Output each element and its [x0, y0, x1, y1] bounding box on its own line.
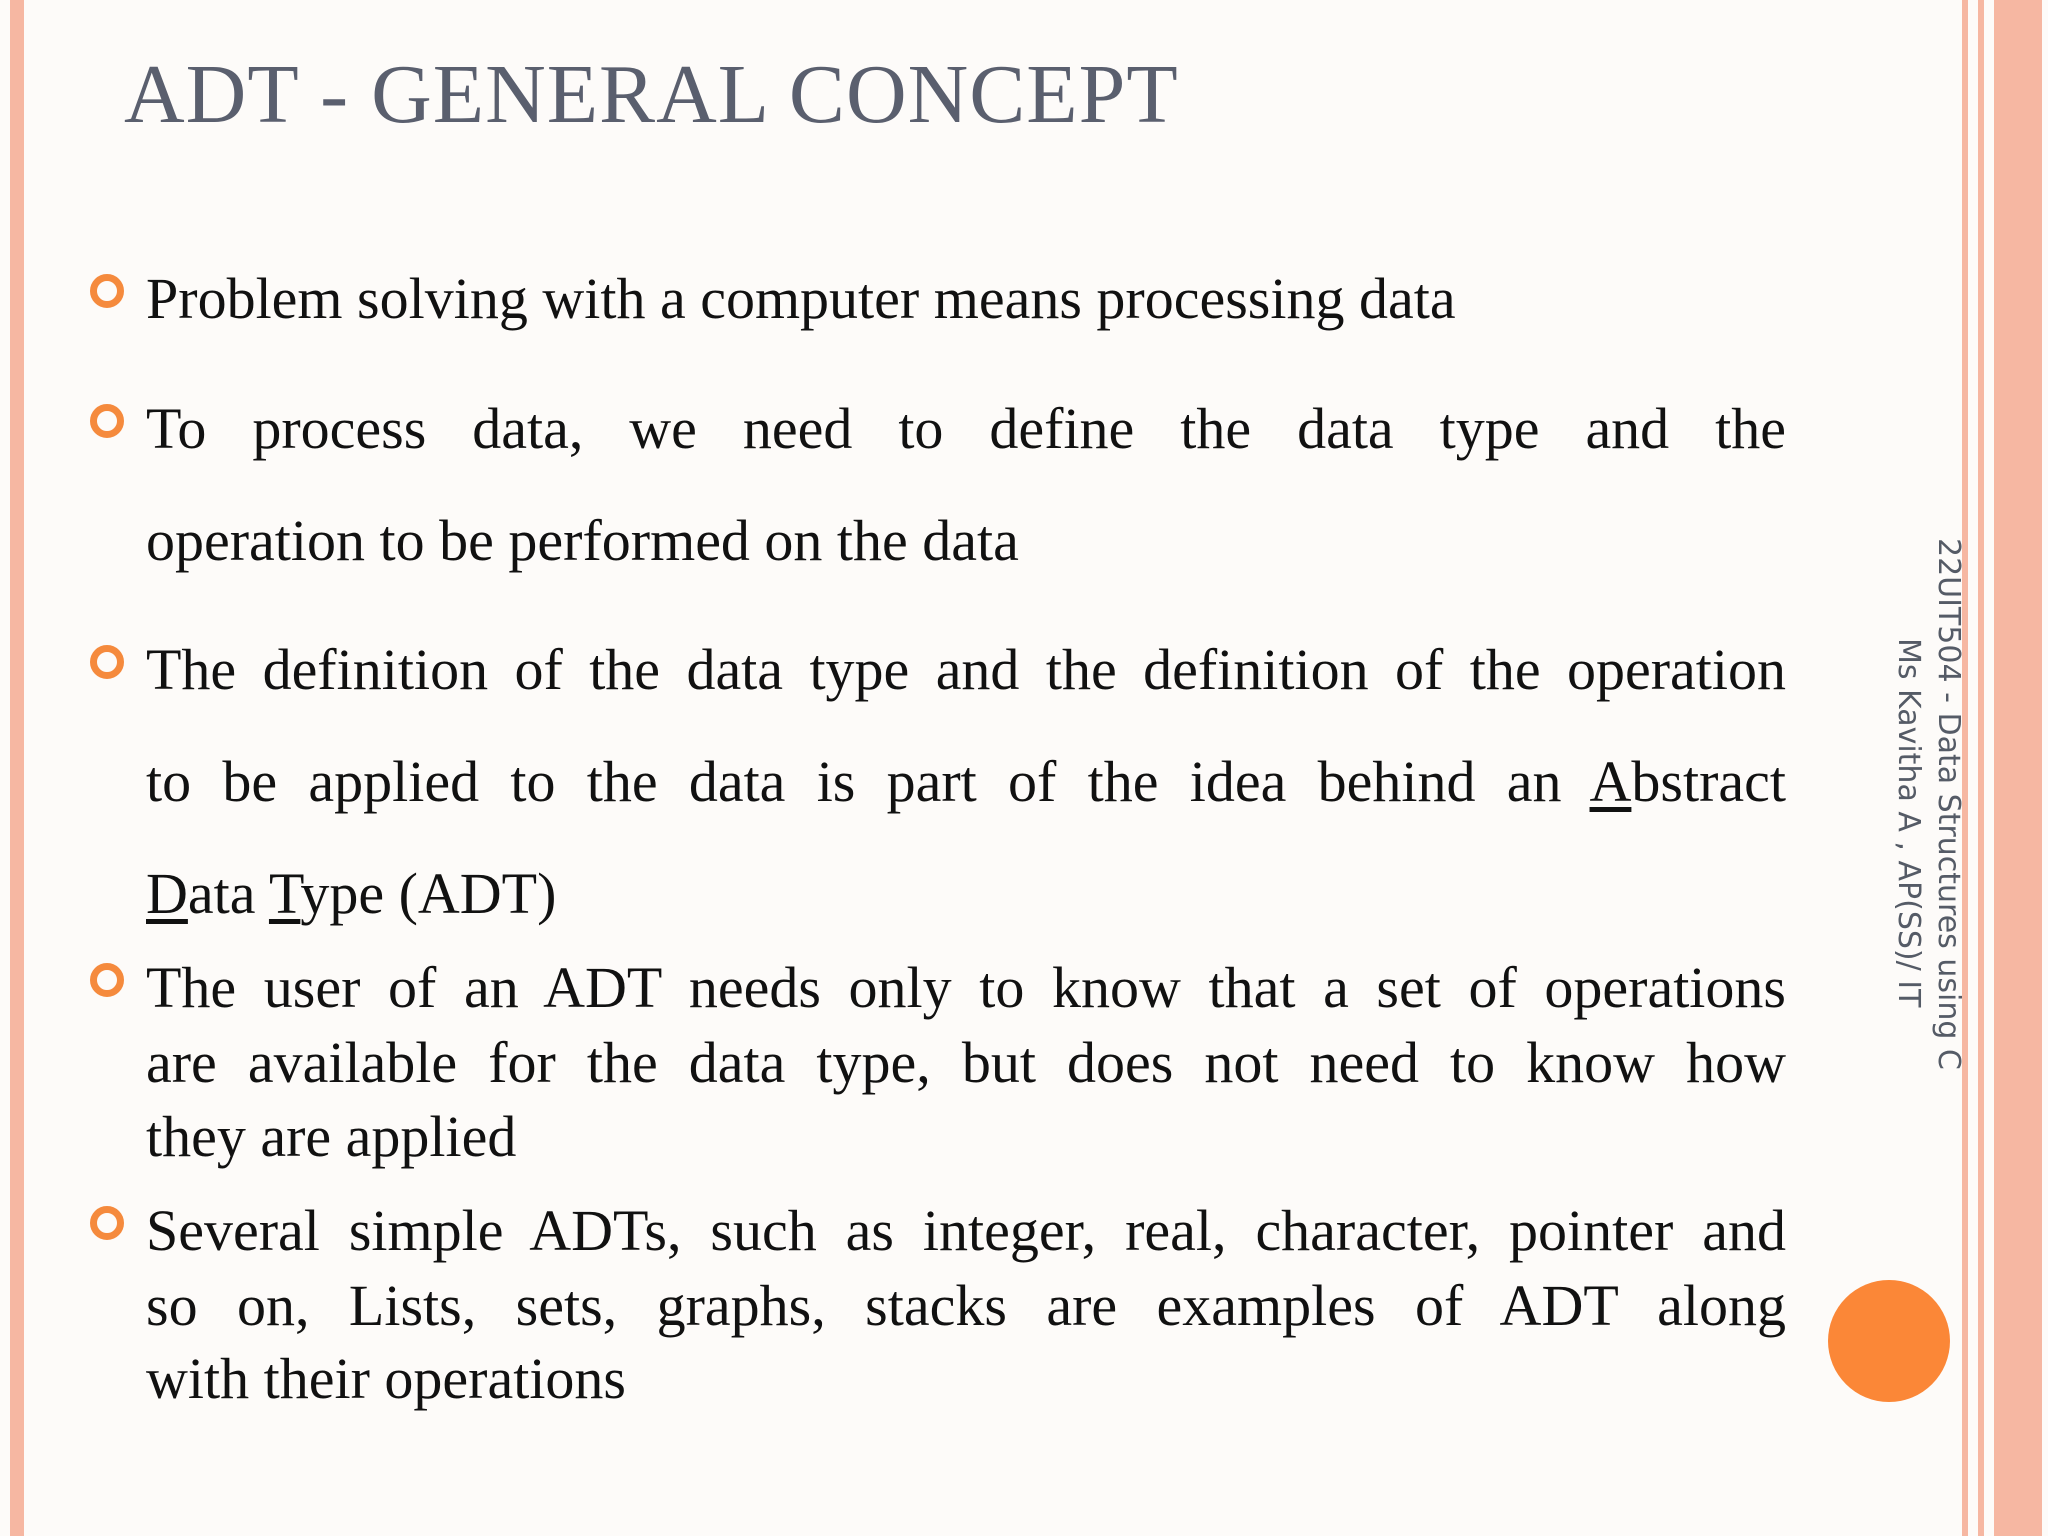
footer-author: Ms Kavitha A , AP(SS)/ IT — [1891, 638, 1926, 1008]
bullet-icon — [90, 1206, 124, 1240]
slide-footer — [1880, 538, 1970, 1098]
bullet-4-line-3: they are applied — [146, 1104, 517, 1169]
decorative-orange-circle — [1828, 1280, 1950, 1402]
bullet-1-line-1: Problem solving with a computer means processing data — [146, 266, 1456, 331]
bullet-3-line-2 — [146, 749, 1787, 814]
bullet-3-line-1: The definition of the data type and the definition of the operation — [146, 637, 1786, 702]
footer-text — [1888, 538, 1968, 1070]
bullet-3-line-3-text: Data Type (ADT) — [146, 861, 557, 926]
footer-course: 22UIT504 - Data Structures using C — [1931, 538, 1966, 1070]
bullet-2-line-2: operation to be performed on the data — [146, 508, 1019, 573]
bullet-icon — [90, 963, 124, 997]
bullet-icon — [90, 404, 124, 438]
bullet-5-line-1: Several simple ADTs, such as integer, real, character, pointer and — [146, 1198, 1786, 1263]
bullet-4-line-1: The user of an ADT needs only to know that a set of operations — [146, 955, 1786, 1020]
bullet-icon — [90, 274, 124, 308]
bullet-3-line-3 — [146, 861, 1786, 926]
bullet-3-line-2-text: to be applied to the data is part of the idea behind an Abstract — [146, 749, 1787, 814]
bullet-5-line-3: with their operations — [146, 1346, 627, 1411]
slide-title: ADT - GENERAL CONCEPT — [124, 48, 1179, 141]
bullet-4-line-2: are available for the data type, but does not need to know how — [146, 1030, 1786, 1095]
bullet-icon — [90, 645, 124, 679]
bullet-5-line-2: so on, Lists, sets, graphs, stacks are examples of ADT along — [146, 1273, 1786, 1338]
bullet-2-line-1: To process data, we need to define the data type and the — [146, 396, 1786, 461]
